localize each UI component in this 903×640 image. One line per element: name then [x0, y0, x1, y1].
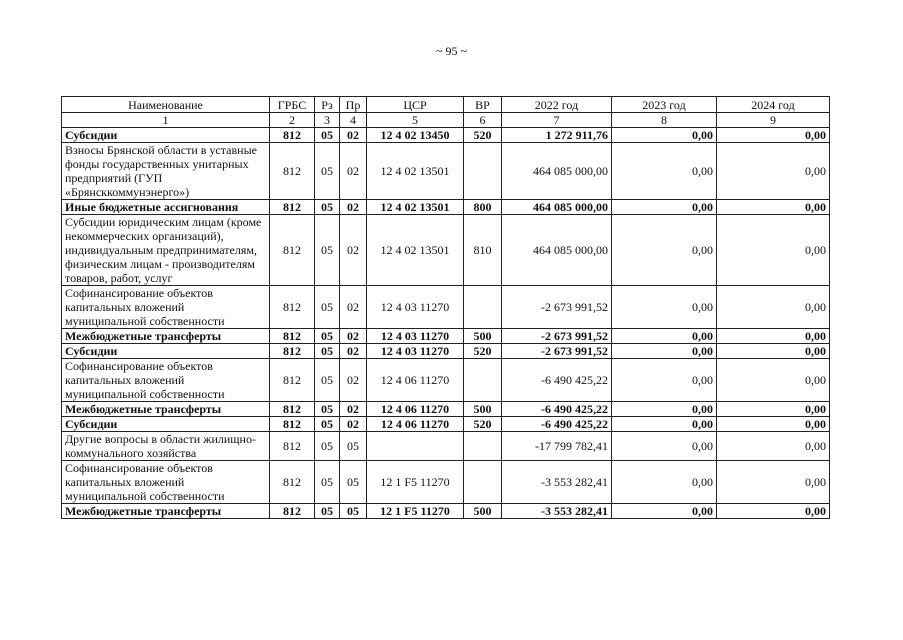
row-name: Субсидии — [62, 128, 270, 143]
row-name: Софинансирование объектов капитальных вложений муниципальной собственности — [62, 461, 270, 504]
header-row — [62, 97, 830, 113]
row-csr: 12 4 02 13501 — [367, 200, 464, 215]
row-2024: 0,00 — [717, 402, 830, 417]
row-grbs: 812 — [270, 143, 315, 200]
row-csr: 12 4 03 11270 — [367, 286, 464, 329]
col-number: 4 — [340, 113, 367, 128]
row-2022: -3 553 282,41 — [502, 504, 612, 519]
col-number: 2 — [270, 113, 315, 128]
table-row — [62, 417, 830, 432]
table-row — [62, 215, 830, 286]
row-csr: 12 4 03 11270 — [367, 344, 464, 359]
table-row — [62, 504, 830, 519]
row-rz: 05 — [315, 461, 340, 504]
row-2023: 0,00 — [612, 432, 717, 461]
row-name: Субсидии — [62, 344, 270, 359]
row-name: Межбюджетные трансферты — [62, 329, 270, 344]
row-vr: 810 — [464, 215, 502, 286]
row-name: Межбюджетные трансферты — [62, 504, 270, 519]
row-2022: -2 673 991,52 — [502, 286, 612, 329]
row-2022: 1 272 911,76 — [502, 128, 612, 143]
row-rz: 05 — [315, 504, 340, 519]
header-2022: 2022 год — [502, 97, 612, 113]
row-pr: 02 — [340, 286, 367, 329]
row-vr: 500 — [464, 504, 502, 519]
row-2022: -6 490 425,22 — [502, 402, 612, 417]
row-vr — [464, 432, 502, 461]
row-pr: 02 — [340, 329, 367, 344]
row-name: Другие вопросы в области жилищно-коммунального хозяйства — [62, 432, 270, 461]
row-csr: 12 4 06 11270 — [367, 359, 464, 402]
column-number-row — [62, 113, 830, 128]
row-grbs: 812 — [270, 128, 315, 143]
row-grbs: 812 — [270, 329, 315, 344]
row-csr: 12 4 02 13501 — [367, 215, 464, 286]
row-2023: 0,00 — [612, 200, 717, 215]
row-name: Софинансирование объектов капитальных вложений муниципальной собственности — [62, 286, 270, 329]
col-number: 8 — [612, 113, 717, 128]
row-pr: 05 — [340, 504, 367, 519]
table-row — [62, 143, 830, 200]
row-csr: 12 4 06 11270 — [367, 417, 464, 432]
table-row — [62, 402, 830, 417]
row-2023: 0,00 — [612, 461, 717, 504]
row-rz: 05 — [315, 128, 340, 143]
row-rz: 05 — [315, 344, 340, 359]
row-2022: -2 673 991,52 — [502, 344, 612, 359]
row-grbs: 812 — [270, 359, 315, 402]
row-rz: 05 — [315, 200, 340, 215]
row-2023: 0,00 — [612, 329, 717, 344]
row-2024: 0,00 — [717, 215, 830, 286]
row-csr: 12 4 02 13450 — [367, 128, 464, 143]
row-vr — [464, 143, 502, 200]
row-csr: 12 4 02 13501 — [367, 143, 464, 200]
row-name: Иные бюджетные ассигнования — [62, 200, 270, 215]
row-2023: 0,00 — [612, 344, 717, 359]
row-rz: 05 — [315, 432, 340, 461]
row-csr: 12 1 F5 11270 — [367, 461, 464, 504]
row-grbs: 812 — [270, 432, 315, 461]
row-vr: 500 — [464, 329, 502, 344]
col-number: 3 — [315, 113, 340, 128]
row-2023: 0,00 — [612, 402, 717, 417]
row-rz: 05 — [315, 402, 340, 417]
row-pr: 05 — [340, 432, 367, 461]
row-rz: 05 — [315, 417, 340, 432]
row-2022: -3 553 282,41 — [502, 461, 612, 504]
header-2023: 2023 год — [612, 97, 717, 113]
row-pr: 02 — [340, 344, 367, 359]
header-pr: Пр — [340, 97, 367, 113]
row-pr: 05 — [340, 461, 367, 504]
row-2023: 0,00 — [612, 143, 717, 200]
header-rz: Рз — [315, 97, 340, 113]
row-vr: 520 — [464, 344, 502, 359]
row-name: Взносы Брянской области в уставные фонды государственных унитарных предприятий (ГУП «Брянсккоммунэнерго») — [62, 143, 270, 200]
row-2024: 0,00 — [717, 417, 830, 432]
row-grbs: 812 — [270, 417, 315, 432]
row-pr: 02 — [340, 417, 367, 432]
table-row — [62, 200, 830, 215]
row-rz: 05 — [315, 359, 340, 402]
table-row — [62, 344, 830, 359]
row-2022: -2 673 991,52 — [502, 329, 612, 344]
row-grbs: 812 — [270, 215, 315, 286]
row-vr — [464, 359, 502, 402]
header-name: Наименование — [62, 97, 270, 113]
row-pr: 02 — [340, 200, 367, 215]
table-row — [62, 432, 830, 461]
row-2023: 0,00 — [612, 504, 717, 519]
row-2024: 0,00 — [717, 329, 830, 344]
row-pr: 02 — [340, 215, 367, 286]
row-csr: 12 1 F5 11270 — [367, 504, 464, 519]
col-number: 9 — [717, 113, 830, 128]
row-vr — [464, 286, 502, 329]
row-2024: 0,00 — [717, 432, 830, 461]
row-rz: 05 — [315, 286, 340, 329]
row-2024: 0,00 — [717, 143, 830, 200]
row-vr — [464, 461, 502, 504]
row-vr: 520 — [464, 417, 502, 432]
col-number: 7 — [502, 113, 612, 128]
table-row — [62, 329, 830, 344]
row-2024: 0,00 — [717, 200, 830, 215]
header-vr: ВР — [464, 97, 502, 113]
row-grbs: 812 — [270, 200, 315, 215]
col-number: 1 — [62, 113, 270, 128]
row-grbs: 812 — [270, 461, 315, 504]
row-name: Субсидии — [62, 417, 270, 432]
row-2023: 0,00 — [612, 128, 717, 143]
row-2022: -6 490 425,22 — [502, 359, 612, 402]
row-2023: 0,00 — [612, 286, 717, 329]
row-pr: 02 — [340, 128, 367, 143]
row-2024: 0,00 — [717, 359, 830, 402]
row-pr: 02 — [340, 359, 367, 402]
row-2022: 464 085 000,00 — [502, 215, 612, 286]
row-vr: 520 — [464, 128, 502, 143]
row-rz: 05 — [315, 215, 340, 286]
row-2022: 464 085 000,00 — [502, 200, 612, 215]
col-number: 5 — [367, 113, 464, 128]
table-row — [62, 286, 830, 329]
row-name: Межбюджетные трансферты — [62, 402, 270, 417]
row-name: Субсидии юридическим лицам (кроме некоммерческих организаций), индивидуальным предпринимателям, физическим лицам - производителям товаров, работ, услуг — [62, 215, 270, 286]
page-number: ~ 95 ~ — [436, 44, 467, 58]
col-number: 6 — [464, 113, 502, 128]
row-2024: 0,00 — [717, 461, 830, 504]
row-2022: 464 085 000,00 — [502, 143, 612, 200]
row-grbs: 812 — [270, 402, 315, 417]
row-grbs: 812 — [270, 286, 315, 329]
row-2023: 0,00 — [612, 359, 717, 402]
row-rz: 05 — [315, 329, 340, 344]
row-2023: 0,00 — [612, 215, 717, 286]
row-2024: 0,00 — [717, 344, 830, 359]
table-row — [62, 461, 830, 504]
row-pr: 02 — [340, 143, 367, 200]
budget-table — [61, 96, 830, 519]
table-row — [62, 128, 830, 143]
row-vr: 500 — [464, 402, 502, 417]
row-rz: 05 — [315, 143, 340, 200]
row-vr: 800 — [464, 200, 502, 215]
row-pr: 02 — [340, 402, 367, 417]
row-2023: 0,00 — [612, 417, 717, 432]
row-grbs: 812 — [270, 504, 315, 519]
header-grbs: ГРБС — [270, 97, 315, 113]
row-csr: 12 4 03 11270 — [367, 329, 464, 344]
row-2024: 0,00 — [717, 504, 830, 519]
row-csr: 12 4 06 11270 — [367, 402, 464, 417]
row-csr — [367, 432, 464, 461]
row-grbs: 812 — [270, 344, 315, 359]
header-2024: 2024 год — [717, 97, 830, 113]
row-2022: -17 799 782,41 — [502, 432, 612, 461]
header-csr: ЦСР — [367, 97, 464, 113]
table-row — [62, 359, 830, 402]
row-2022: -6 490 425,22 — [502, 417, 612, 432]
row-2024: 0,00 — [717, 128, 830, 143]
row-name: Софинансирование объектов капитальных вложений муниципальной собственности — [62, 359, 270, 402]
row-2024: 0,00 — [717, 286, 830, 329]
